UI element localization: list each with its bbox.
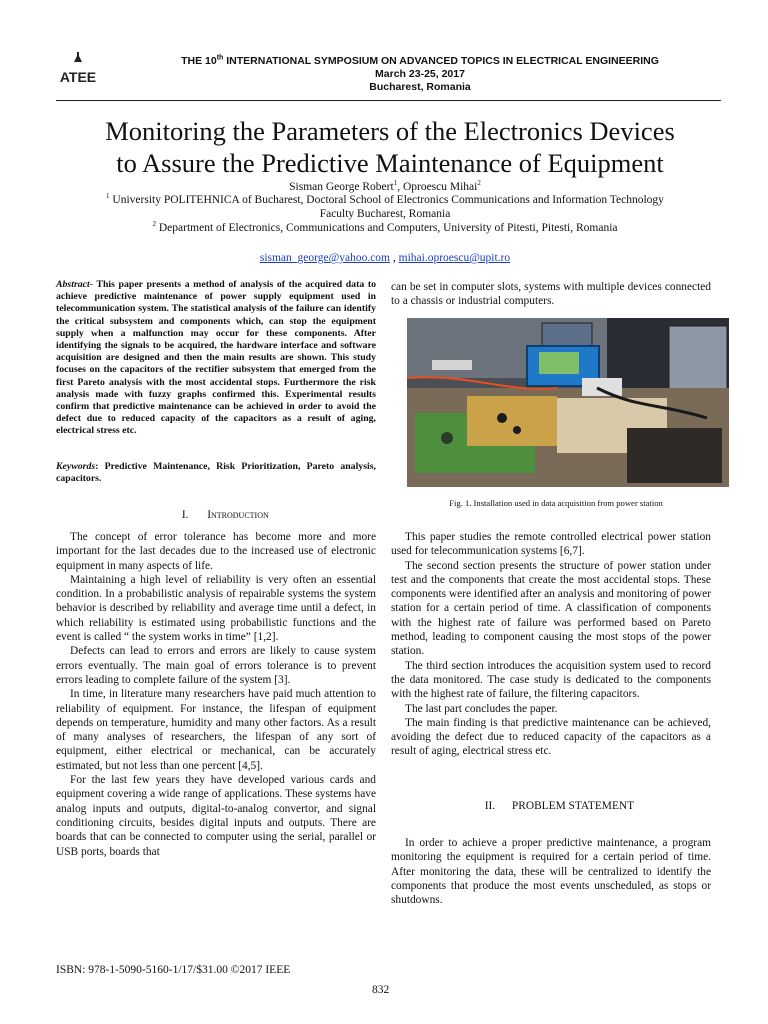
paragraph: For the last few years they have developed various cards and equipment covering a wide range of applications. These systems have analog inputs and outputs, digital-to-analog convertor, and signal conditioning circuits, besides digital inputs and outputs. There are boards that can be connected to computer using the serial, parallel or USB ports, boards that (56, 774, 376, 858)
paragraph: The second section presents the structure of power station under test and the components that create the most accidental stops. These components were identified after an analysis and monitoring of power station for a certain period of time. A classification of components with the highest rate of failure was performed based on Pareto method, leading to component causing the most stops of the power station. (391, 559, 711, 658)
email-link-2[interactable]: mihai.oproescu@upit.ro (398, 252, 511, 264)
section-1-body (56, 530, 376, 859)
conference-name: THE 10th INTERNATIONAL SYMPOSIUM ON ADVANCED TOPICS IN ELECTRICAL ENGINEERING (181, 54, 659, 67)
logo-text: ATEE (59, 69, 97, 85)
paragraph: Defects can lead to errors and errors are likely to cause system errors eventually. The main goal of errors tolerance is to prevent errors leading to complete failure of the system [3]. (56, 645, 376, 686)
authors: Sisman George Robert$^1$, Oproescu Mihai$^2$ (289, 179, 481, 193)
paragraph: In order to achieve a proper predictive maintenance, a program monitoring the equipment is required for a certain period of time. After monitoring the data, these will be centralized to identify the components that produce the most events unscheduled, as stops or shutdowns. (391, 837, 711, 907)
paragraph: The third section introduces the acquisition system used to record the data monitored. The case study is dedicated to the components with the highest rate of failure, the filtering capacitors. (391, 659, 711, 701)
section-1-heading: I. Introduction (181, 509, 269, 521)
atee-logo (58, 52, 98, 88)
paper-title: Monitoring the Parameters of the Electronics Devices to Assure the Predictive Maintenance of Equipment (105, 116, 675, 178)
keywords-label: Keywords (56, 461, 96, 472)
abstract-text: This paper presents a method of analysis of the acquired data to achieve predictive maintenance of power supply equipment used in telecommunication system. The statistical analysis of the failure can identify the critical subsystem and components which, can stop the equipment supply when a malfunction may occur for these components. After identifying the signals to be acquired, the hardware interface and software acquisition are designed and then the main results are shown. This study focuses on the capacitors of the rectifier subsystem that emerged from the first Pareto analysis with the most accidental stops. Furthermore the risk analysis made with fuzzy graphs confirmed this. Experimental results confirm that predictive maintenance can be achieved in order to avoid the defect due to reduced capacity of the capacitors as a result of aging, electrical stress etc. (56, 279, 376, 437)
isbn-line: ISBN: 978-1-5090-5160-1/17/$31.00 ©2017 IEEE (56, 964, 291, 976)
paragraph: The last part concludes the paper. (405, 702, 558, 715)
paragraph: This paper studies the remote controlled electrical power station used for telecommunication systems [6,7]. (391, 531, 711, 558)
conference-dates: March 23-25, 2017 (375, 68, 465, 80)
affiliation-1-line2: Faculty Bucharest, Romania (319, 208, 451, 220)
figure-1-caption: Fig. 1. Installation used in data acquisition from power station (449, 498, 663, 508)
paragraph: The concept of error tolerance has become more and more important for the last decades due to the increased use of electronic equipment in many aspects of life. (56, 531, 376, 572)
affiliation-2: $^2$ Department of Electronics, Communications and Computers, University of Pitesti, Pitesti, Romania (152, 220, 618, 234)
section-2-body (391, 836, 711, 907)
header-rule (56, 100, 721, 101)
keywords-text: : Predictive Maintenance, Risk Prioritization, Pareto analysis, capacitors. (56, 461, 376, 485)
conference-location: Bucharest, Romania (369, 81, 471, 93)
abstract (56, 279, 376, 438)
affiliation-1: $^1$ University POLITEHNICA of Bucharest, Doctoral School of Electronics Communications and Information Technology (106, 192, 664, 206)
page-number: 832 (372, 984, 390, 996)
intro-continuation (391, 530, 711, 759)
section-2-heading: II. PROBLEM STATEMENT (484, 800, 635, 812)
email-link-1[interactable]: sisman_george@yahoo.com (259, 252, 390, 264)
paragraph: Maintaining a high level of reliability is very often an essential condition. In a probabilistic analysis of repairable systems the system behavior is described by reliability and average time until a defect, in which reliability is estimated using probabilistic functions and the event is called “ the system works in time” [1,2]. (56, 573, 376, 644)
keywords (56, 461, 376, 485)
paragraph: The main finding is that predictive maintenance can be achieved, avoiding the defect due to reduced capacity of the capacitors as a result of aging, electrical stress etc. (391, 716, 711, 758)
continuation-text: can be set in computer slots, systems with multiple devices connected to a chassis or industrial computers. (391, 281, 711, 308)
conference-header (120, 55, 720, 94)
abstract-label: Abstract- (56, 279, 94, 290)
paragraph: In time, in literature many researchers have paid much attention to reliability of equipment. For instance, the lifespan of equipment depends on temperature, humidity and many other factors. As a result of many analyses of researchers, the lifespan of any sort of equipment, either electrical or mechanical, can be accurately estimated, but not less than one percent [4,5]. (56, 688, 376, 772)
author-emails: sisman_george@yahoo.com , mihai.oproescu@upit.ro (259, 252, 511, 264)
figure-1-photo (407, 318, 729, 487)
